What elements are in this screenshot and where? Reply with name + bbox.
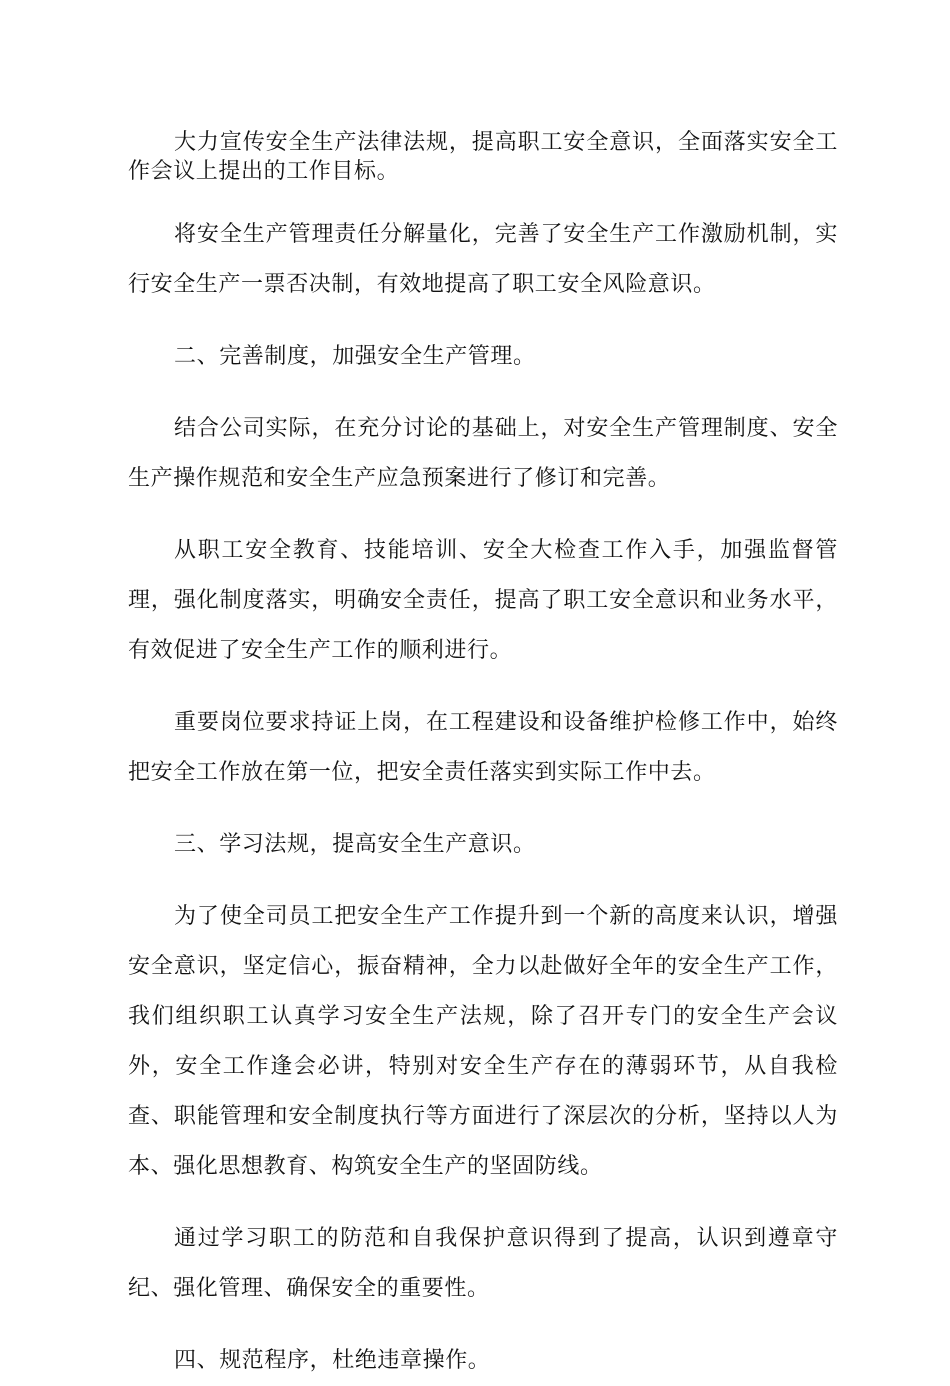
paragraph-3: 结合公司实际，在充分讨论的基础上，对安全生产管理制度、安全生产操作规范和安全生产应急预案进行了修订和完善。 xyxy=(128,416,838,491)
document-body xyxy=(128,128,838,1386)
section-heading-4: 四、规范程序，杜绝违章操作。 xyxy=(174,1348,491,1373)
paragraph-4: 从职工安全教育、技能培训、安全大检查工作入手，加强监督管理，强化制度落实，明确安全责任，提高了职工安全意识和业务水平，有效促进了安全生产工作的顺利进行。 xyxy=(128,538,838,663)
section-heading-3: 三、学习法规，提高安全生产意识。 xyxy=(174,832,536,857)
paragraph-7: 通过学习职工的防范和自我保护意识得到了提高，认识到遵章守纪、强化管理、确保安全的重要性。 xyxy=(128,1226,838,1301)
paragraph-2: 将安全生产管理责任分解量化，完善了安全生产工作激励机制，实行安全生产一票否决制，有效地提高了职工安全风险意识。 xyxy=(128,222,838,297)
paragraph-5: 重要岗位要求持证上岗，在工程建设和设备维护检修工作中，始终把安全工作放在第一位，把安全责任落实到实际工作中去。 xyxy=(128,710,838,785)
paragraph-6: 为了使全司员工把安全生产工作提升到一个新的高度来认识，增强安全意识，坚定信心，振奋精神，全力以赴做好全年的安全生产工作，我们组织职工认真学习安全生产法规，除了召开专门的安全生产会议外，安全工作逢会必讲，特别对安全生产存在的薄弱环节，从自我检查、职能管理和安全制度执行等方面进行了深层次的分析，坚持以人为本、强化思想教育、构筑安全生产的坚固防线。 xyxy=(128,904,838,1179)
paragraph-1: 大力宣传安全生产法律法规，提高职工安全意识，全面落实安全工作会议上提出的工作目标。 xyxy=(128,130,838,184)
section-heading-2: 二、完善制度，加强安全生产管理。 xyxy=(174,344,536,369)
